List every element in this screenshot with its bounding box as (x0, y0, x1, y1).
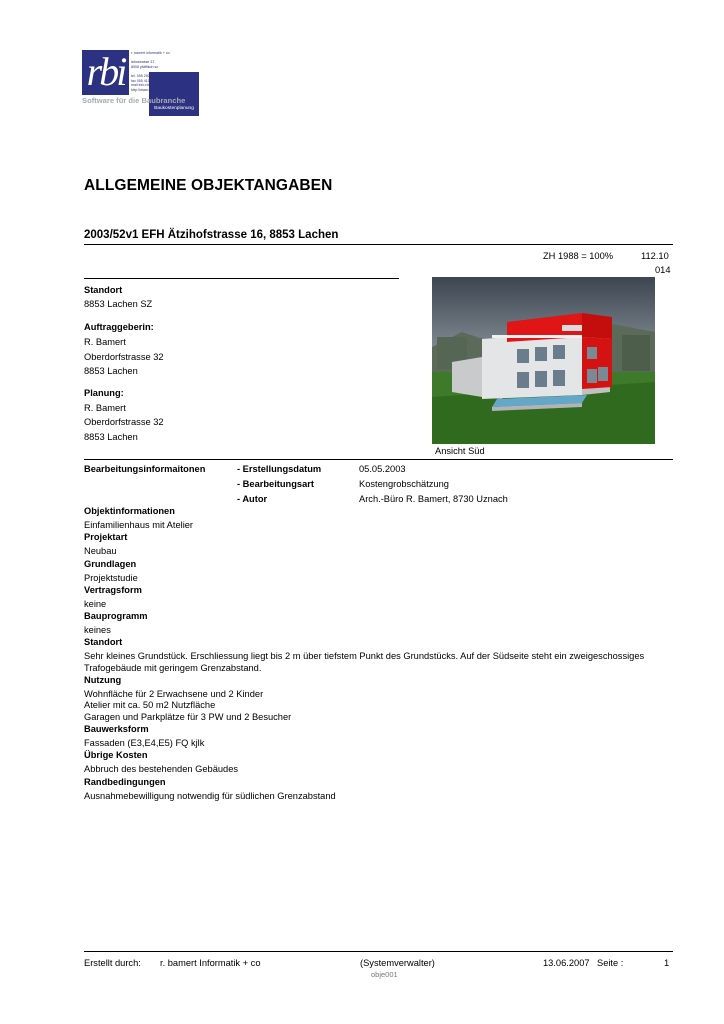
section-text: keine (84, 598, 107, 609)
subtitle-rule (84, 244, 673, 245)
planung-line: Oberdorfstrasse 32 (84, 417, 164, 427)
section-standort (84, 636, 684, 674)
bearbeitung-heading: Bearbeitungsinformaitonen (84, 464, 206, 474)
auftraggeberin-heading: Auftraggeberin: (84, 322, 154, 332)
section-text: Fassaden (E3,E4,E5) FQ kjlk (84, 737, 205, 748)
section-heading: Nutzung (84, 675, 122, 686)
planung-heading: Planung: (84, 388, 124, 398)
photo-caption: Ansicht Süd (435, 446, 485, 456)
index-month: 014 (655, 265, 671, 275)
bearbeitung-rule (84, 459, 673, 460)
section-projektart (84, 531, 684, 557)
section-text: Einfamilienhaus mit Atelier (84, 520, 194, 530)
planung-line: 8853 Lachen (84, 432, 138, 442)
section-vertragsform (84, 584, 684, 610)
planung-line: R. Bamert (84, 403, 126, 413)
section-nutzung (84, 674, 684, 723)
footer-doc-id: obje001 (371, 970, 398, 979)
standort-value: 8853 Lachen SZ (84, 299, 153, 309)
logo-box-label: Baukostenplanung (154, 106, 194, 111)
section-heading: Vertragsform (84, 584, 142, 595)
page-title: ALLGEMEINE OBJEKTANGABEN (84, 177, 333, 194)
bearbeitung-value: Arch.-Büro R. Bamert, 8730 Uznach (359, 494, 508, 504)
section-randbedingungen (84, 776, 684, 802)
section-heading: Standort (84, 637, 123, 648)
footer-created-label: Erstellt durch: (84, 958, 141, 968)
footer-page-label: Seite : (597, 958, 624, 968)
auftraggeberin-line: 8853 Lachen (84, 366, 138, 376)
bearbeitung-label: - Erstellungsdatum (237, 464, 322, 474)
section-objektinformationen (84, 505, 684, 531)
index-value: 112.10 (641, 251, 669, 261)
section-heading: Randbedingungen (84, 776, 166, 787)
index-label: ZH 1988 = 100% (543, 251, 614, 261)
section-heading: Grundlagen (84, 558, 137, 569)
bearbeitung-value: Kostengrobschätzung (359, 479, 449, 489)
footer-page-number: 1 (664, 958, 670, 968)
bearbeitung-value: 05.05.2003 (359, 464, 406, 474)
section-heading: Übrige Kosten (84, 750, 148, 761)
section-text: keines (84, 625, 111, 636)
bearbeitung-label: - Autor (237, 494, 268, 504)
section-grundlagen (84, 558, 684, 584)
bearbeitung-label: - Bearbeitungsart (237, 479, 314, 489)
object-sections (84, 505, 684, 802)
section-heading: Bauprogramm (84, 611, 148, 622)
auftraggeberin-line: R. Bamert (84, 337, 126, 347)
section-uebrige-kosten (84, 749, 684, 775)
logo-tagline: Software für die Baubranche (82, 96, 186, 105)
section-text: Abbruch des bestehenden Gebäudes (84, 764, 239, 775)
logo-contact-info: r. bamert informatik + co lahnstrasse 37 8908 pfäffikon sz tel. 055 250 24 00 fax 055 410 37 60 mail info.rbi.ch http://www.rbi.ch (131, 51, 170, 92)
standort-heading: Standort (84, 285, 123, 295)
footer-company: r. bamert Informatik + co (160, 958, 261, 968)
house-rendering-photo (432, 277, 655, 444)
footer-date: 13.06.2007 (543, 958, 590, 968)
section-bauprogramm (84, 610, 684, 636)
info-rule (84, 278, 399, 279)
project-subtitle: 2003/52v1 EFH Ätzihofstrasse 16, 8853 Lachen (84, 229, 339, 241)
footer-role: (Systemverwalter) (360, 958, 435, 968)
section-heading: Projektart (84, 532, 128, 543)
section-text: Projektstudie (84, 572, 138, 583)
section-text: Ausnahmebewilligung notwendig für südlichen Grenzabstand (84, 790, 336, 801)
section-heading: Bauwerksform (84, 723, 149, 734)
logo-letters: rbi (86, 49, 125, 94)
footer-rule (84, 951, 673, 952)
section-text: Sehr kleines Grundstück. Erschliessung liegt bis 2 m über tiefstem Punkt des Grundstücks. Auf der Südseite steht ein zweigeschossiges Trafogebäude mit geringem Grenzabstand. (84, 651, 645, 673)
section-text: Neubau (84, 546, 117, 557)
section-bauwerksform (84, 723, 684, 749)
section-heading: Objektinformationen (84, 506, 175, 516)
auftraggeberin-line: Oberdorfstrasse 32 (84, 352, 164, 362)
section-text: Wohnfläche für 2 Erwachsene und 2 Kinder Atelier mit ca. 50 m2 Nutzfläche Garagen und Parkplätze für 3 PW und 2 Besucher (84, 689, 292, 722)
